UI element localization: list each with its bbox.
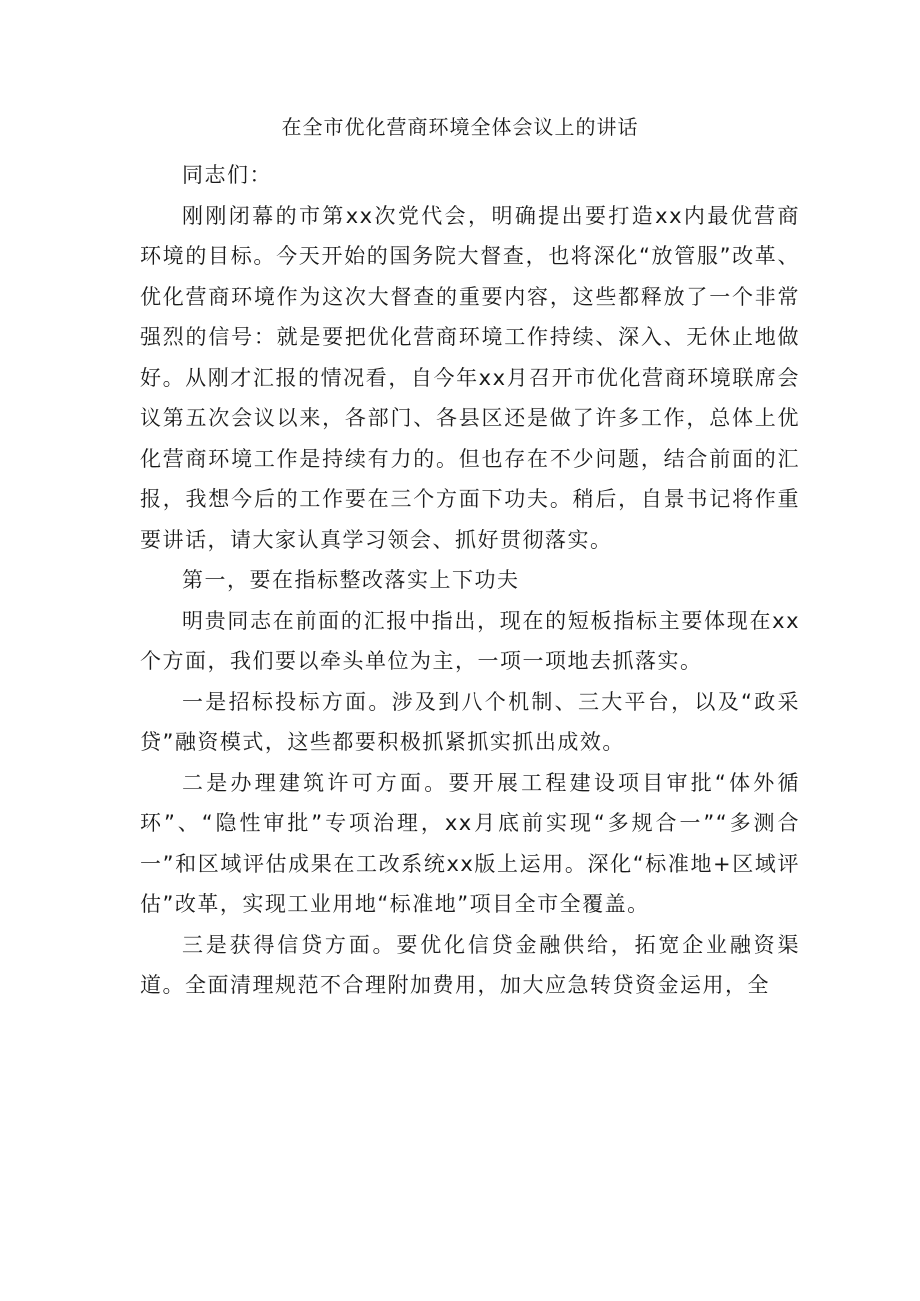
salutation: 同志们： <box>182 163 272 187</box>
section-heading: 第一，要在指标整改落实上下功夫 <box>182 568 520 592</box>
intro-paragraph: 刚刚闭幕的市第xx次党代会，明确提出要打造xx内最优营商环境的目标。今天开始的国务院大督查，也将深化“放管服”改革、优化营商环境作为这次大督查的重要内容，这些都释放了一个非常强烈的信号：就是要把优化营商环境工作持续、深入、无休止地做好。从刚才汇报的情况看，自今年xx月召开市优化营商环境联席会议第五次会议以来，各部门、各县区还是做了许多工作，总体上优化营商环境工作是持续有力的。但也存在不少问题，结合前面的汇报，我想今后的工作要在三个方面下功夫。稍后，自景书记将作重要讲话，请大家认真学习领会、抓好贯彻落实。 <box>140 203 800 552</box>
section-paragraph-2: 一是招标投标方面。涉及到八个机制、三大平台，以及“政采贷”融资模式，这些都要积极抓紧抓实抓出成效。 <box>140 689 800 754</box>
document-body <box>140 155 800 1006</box>
section-paragraph-3: 二是办理建筑许可方面。要开展工程建设项目审批“体外循环”、“隐性审批”专项治理，xx月底前实现“多规合一”“多测合一”和区域评估成果在工改系统xx版上运用。深化“标准地+区域评估”改革，实现工业用地“标准地”项目全市全覆盖。 <box>140 770 800 916</box>
section-paragraph-4: 三是获得信贷方面。要优化信贷金融供给，拓宽企业融资渠道。全面清理规范不合理附加费用，加大应急转贷资金运用，全 <box>140 932 800 997</box>
document-title: 在全市优化营商环境全体会议上的讲话 <box>281 115 639 139</box>
section-paragraph-1: 明贵同志在前面的汇报中指出，现在的短板指标主要体现在xx个方面，我们要以牵头单位为主，一项一项地去抓落实。 <box>140 608 800 673</box>
